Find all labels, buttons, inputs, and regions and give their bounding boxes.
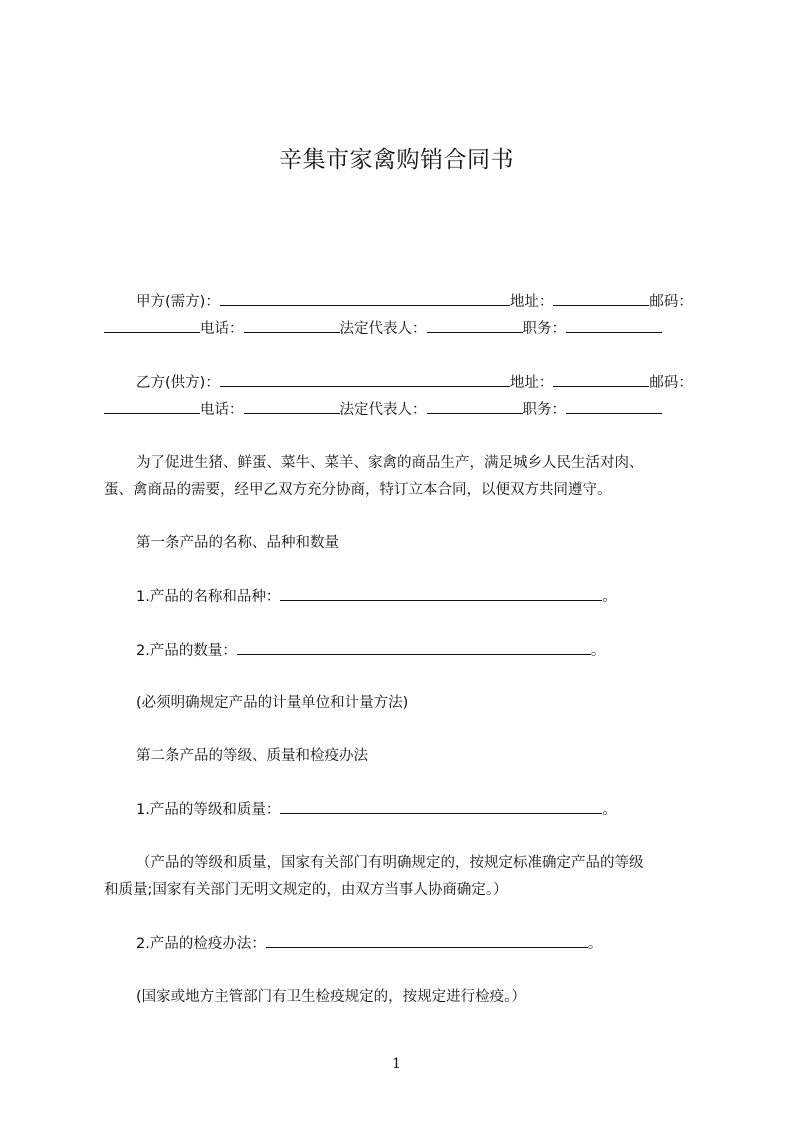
quarantine-method-blank[interactable] — [266, 933, 588, 948]
party-b-line-2 — [104, 399, 662, 420]
party-a-postcode-label: 邮码： — [649, 294, 693, 310]
party-a-post-blank[interactable] — [566, 318, 662, 333]
article-2-heading: 第二条产品的等级、质量和检疫办法 — [136, 748, 368, 764]
product-quantity-blank[interactable] — [237, 640, 591, 655]
article-2-item-1 — [136, 799, 617, 820]
article-2-note-2: (国家或地方主管部门有卫生检疫规定的，按规定进行检疫。） — [136, 989, 526, 1005]
period: 。 — [590, 643, 606, 659]
article-1-item-1 — [136, 586, 617, 607]
article-2-note-line-1: （产品的等级和质量，国家有关部门有明确规定的，按规定标准确定产品的等级 — [136, 855, 644, 871]
party-b-phone-blank[interactable] — [244, 399, 340, 414]
page-number: 1 — [392, 1056, 401, 1072]
party-a-rep-label: 法定代表人： — [339, 321, 427, 337]
party-a-rep-blank[interactable] — [427, 318, 523, 333]
party-b-rep-label: 法定代表人： — [339, 402, 427, 418]
party-a-phone-label: 电话： — [200, 321, 244, 337]
document-title: 辛集市家禽购销合同书 — [279, 147, 514, 173]
article-1-item-2 — [136, 640, 605, 661]
party-b-line-1 — [136, 372, 693, 393]
intro-line-1: 为了促进生猪、鲜蛋、菜牛、菜羊、家禽的商品生产，满足城乡人民生活对肉、 — [136, 455, 644, 471]
article-2-note-line-2: 和质量;国家有关部门无明文规定的，由双方当事人协商确定。） — [104, 882, 508, 898]
party-a-name-blank[interactable] — [220, 291, 510, 306]
party-a-line-2 — [104, 318, 662, 339]
period: 。 — [602, 802, 617, 818]
party-b-rep-blank[interactable] — [427, 399, 523, 414]
party-b-post-label: 职务： — [522, 402, 566, 418]
product-grade-blank[interactable] — [280, 799, 602, 814]
party-b-name-blank[interactable] — [220, 372, 510, 387]
party-b-address-blank[interactable] — [553, 372, 649, 387]
article-2-item-2-label: 2.产品的检疫办法： — [136, 936, 266, 952]
party-b-post-blank[interactable] — [566, 399, 662, 414]
party-a-postcode-blank[interactable] — [104, 318, 200, 333]
party-a-phone-blank[interactable] — [244, 318, 340, 333]
article-1-item-2-label: 2.产品的数量： — [136, 643, 237, 659]
period: 。 — [602, 589, 617, 605]
party-a-line-1 — [136, 291, 693, 312]
article-2-item-1-label: 1.产品的等级和质量： — [136, 802, 281, 818]
article-2-item-2 — [136, 933, 602, 954]
party-a-address-blank[interactable] — [553, 291, 649, 306]
period: 。 — [587, 936, 603, 952]
article-1-item-1-label: 1.产品的名称和品种： — [136, 589, 281, 605]
article-1-note: (必须明确规定产品的计量单位和计量方法) — [136, 695, 409, 711]
party-b-postcode-blank[interactable] — [104, 399, 200, 414]
party-b-address-label: 地址： — [509, 375, 554, 391]
party-a-label: 甲方(需方)： — [136, 294, 220, 310]
party-a-address-label: 地址： — [509, 294, 554, 310]
party-b-postcode-label: 邮码： — [649, 375, 693, 391]
article-1-heading: 第一条产品的名称、品种和数量 — [136, 535, 339, 551]
party-a-post-label: 职务： — [522, 321, 566, 337]
party-b-label: 乙方(供方)： — [136, 375, 220, 391]
intro-line-2: 蛋、禽商品的需要，经甲乙双方充分协商，特订立本合同，以便双方共同遵守。 — [104, 482, 612, 498]
product-name-blank[interactable] — [280, 586, 602, 601]
party-b-phone-label: 电话： — [200, 402, 244, 418]
